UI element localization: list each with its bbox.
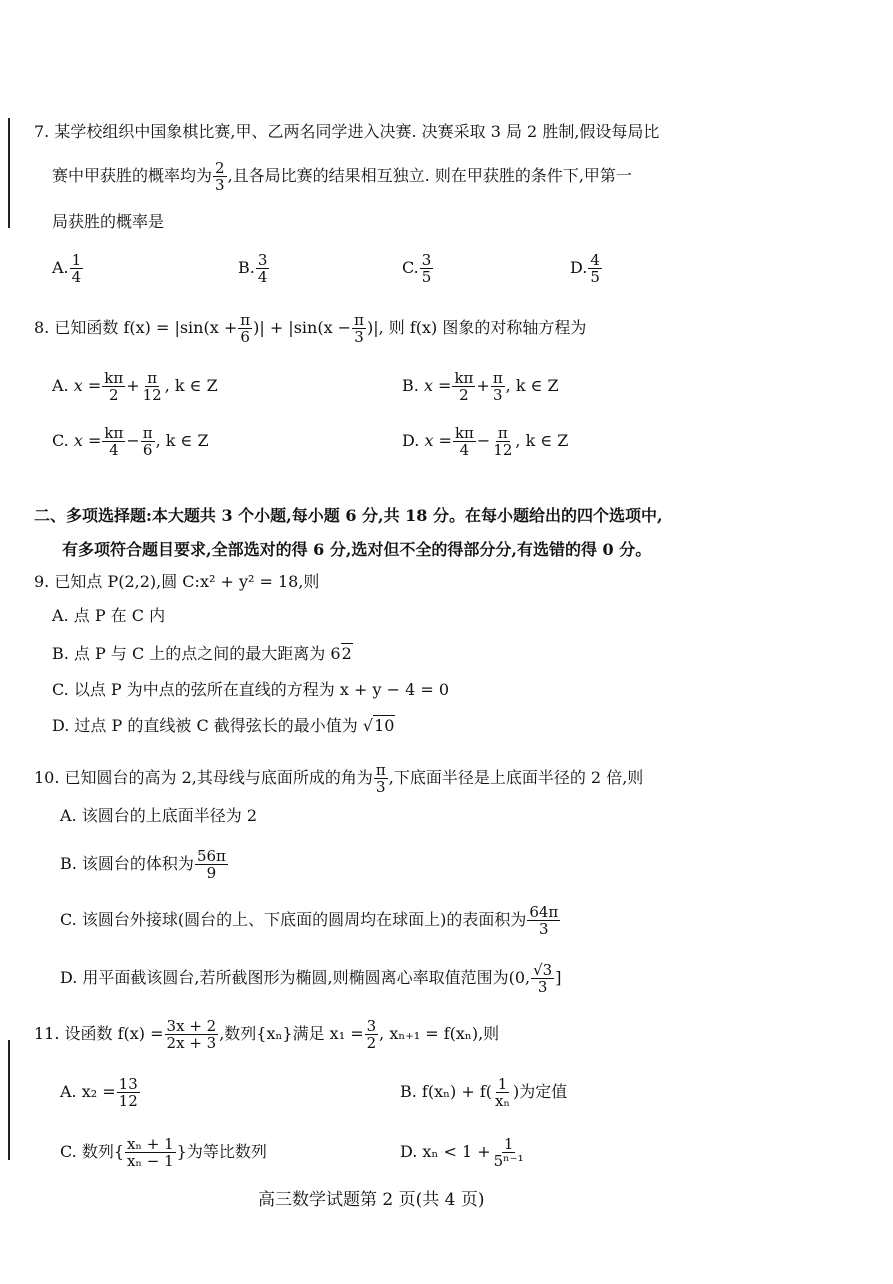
q7-line3: 局获胜的概率是 bbox=[52, 212, 165, 231]
q11-option-c: C. 数列{ $\frac{\text{xₙ + 1}}{\text{xₙ − 1}}$ }为等比数列 bbox=[60, 1135, 267, 1170]
binding-edge-line bbox=[8, 118, 10, 228]
binding-edge-line bbox=[8, 1040, 10, 1160]
q9-stem: 9. 已知点 P(2,2),圆 C:x² + y² = 18,则 bbox=[34, 572, 320, 591]
q7-line1: 7. 某学校组织中国象棋比赛,甲、乙两名同学进入决赛. 决赛采取 3 局 2 胜制,假设每局比 bbox=[34, 122, 660, 141]
q11-option-b: B. f(xₙ) + f( $\frac{1}{\text{xₙ}}$ )为定值 bbox=[400, 1075, 568, 1110]
q9-option-d: D. 过点 P 的直线被 C 截得弦长的最小值为 √10 bbox=[52, 716, 395, 735]
q8-option-d: D. x = $\frac{k\pi}{4}$ − $\frac{\pi}{12}$ , k ∈ Z bbox=[402, 424, 569, 459]
q10-stem: 10. 已知圆台的高为 2,其母线与底面所成的角为 $\frac{\pi}{3}$ ,下底面半径是上底面半径的 2 倍,则 bbox=[34, 761, 644, 796]
section2-line1: 二、多项选择题:本大题共 3 个小题,每小题 6 分,共 18 分。在每小题给出的四个选项中, bbox=[34, 506, 663, 525]
q10-option-c: C. 该圆台外接球(圆台的上、下底面的圆周均在球面上)的表面积为 $\frac{64\pi}{3}$ bbox=[60, 903, 559, 938]
q10-option-b: B. 该圆台的体积为 $\frac{56\pi}{9}$ bbox=[60, 847, 226, 882]
q9-option-a: A. 点 P 在 C 内 bbox=[52, 606, 166, 625]
q7-option-b: B. $\frac{3}{4}$ bbox=[238, 251, 268, 286]
q11-stem: 11. 设函数 f(x) = $\frac{3x + 2}{2x + 3}$ ,数列{xₙ}满足 x₁ = $\frac{3}{2}$ , xₙ₊₁ = f(xₙ),则 bbox=[34, 1017, 500, 1052]
page-footer: 高三数学试题第 2 页(共 4 页) bbox=[258, 1190, 485, 1210]
q8-stem: 8. 已知函数 f(x) = |sin(x + $\frac{\pi}{6}$ )| + |sin(x − $\frac{\pi}{3}$ )|, 则 f(x) 图象的对称轴方程为 bbox=[34, 311, 587, 346]
q7-option-c: C. $\frac{3}{5}$ bbox=[402, 251, 432, 286]
q9-option-b: B. 点 P 与 C 上的点之间的最大距离为 62 bbox=[52, 644, 352, 663]
q7-line2: 赛中甲获胜的概率均为 $\frac{2}{3}$ ,且各局比赛的结果相互独立. 则在甲获胜的条件下,甲第一 bbox=[52, 159, 632, 194]
q10-option-d: D. 用平面截该圆台,若所截图形为椭圆,则椭圆离心率取值范围为(0, $\frac{√3}{3}$ ] bbox=[60, 961, 562, 996]
q10-option-a: A. 该圆台的上底面半径为 2 bbox=[60, 806, 257, 825]
fraction: $\frac{2}{3}$ bbox=[215, 159, 225, 194]
section2-line2: 有多项符合题目要求,全部选对的得 6 分,选对但不全的得部分分,有选错的得 0 分。 bbox=[62, 540, 652, 559]
q11-option-d: D. xₙ < 1 + $\frac{1}{\text{5ⁿ⁻¹}}$ bbox=[400, 1135, 524, 1170]
q7-option-a: A. $\frac{1}{4}$ bbox=[52, 251, 82, 286]
q11-option-a: A. x₂ = $\frac{13}{12}$ bbox=[60, 1075, 138, 1110]
q8-option-a: A. x = $\frac{k\pi}{2}$ + $\frac{\pi}{12}$ , k ∈ Z bbox=[52, 369, 218, 404]
q8-option-b: B. x = $\frac{k\pi}{2}$ + $\frac{\pi}{3}$ , k ∈ Z bbox=[402, 369, 559, 404]
q7-option-d: D. $\frac{4}{5}$ bbox=[570, 251, 600, 286]
q9-option-c: C. 以点 P 为中点的弦所在直线的方程为 x + y − 4 = 0 bbox=[52, 680, 450, 699]
q8-option-c: C. x = $\frac{k\pi}{4}$ − $\frac{\pi}{6}$ , k ∈ Z bbox=[52, 424, 209, 459]
